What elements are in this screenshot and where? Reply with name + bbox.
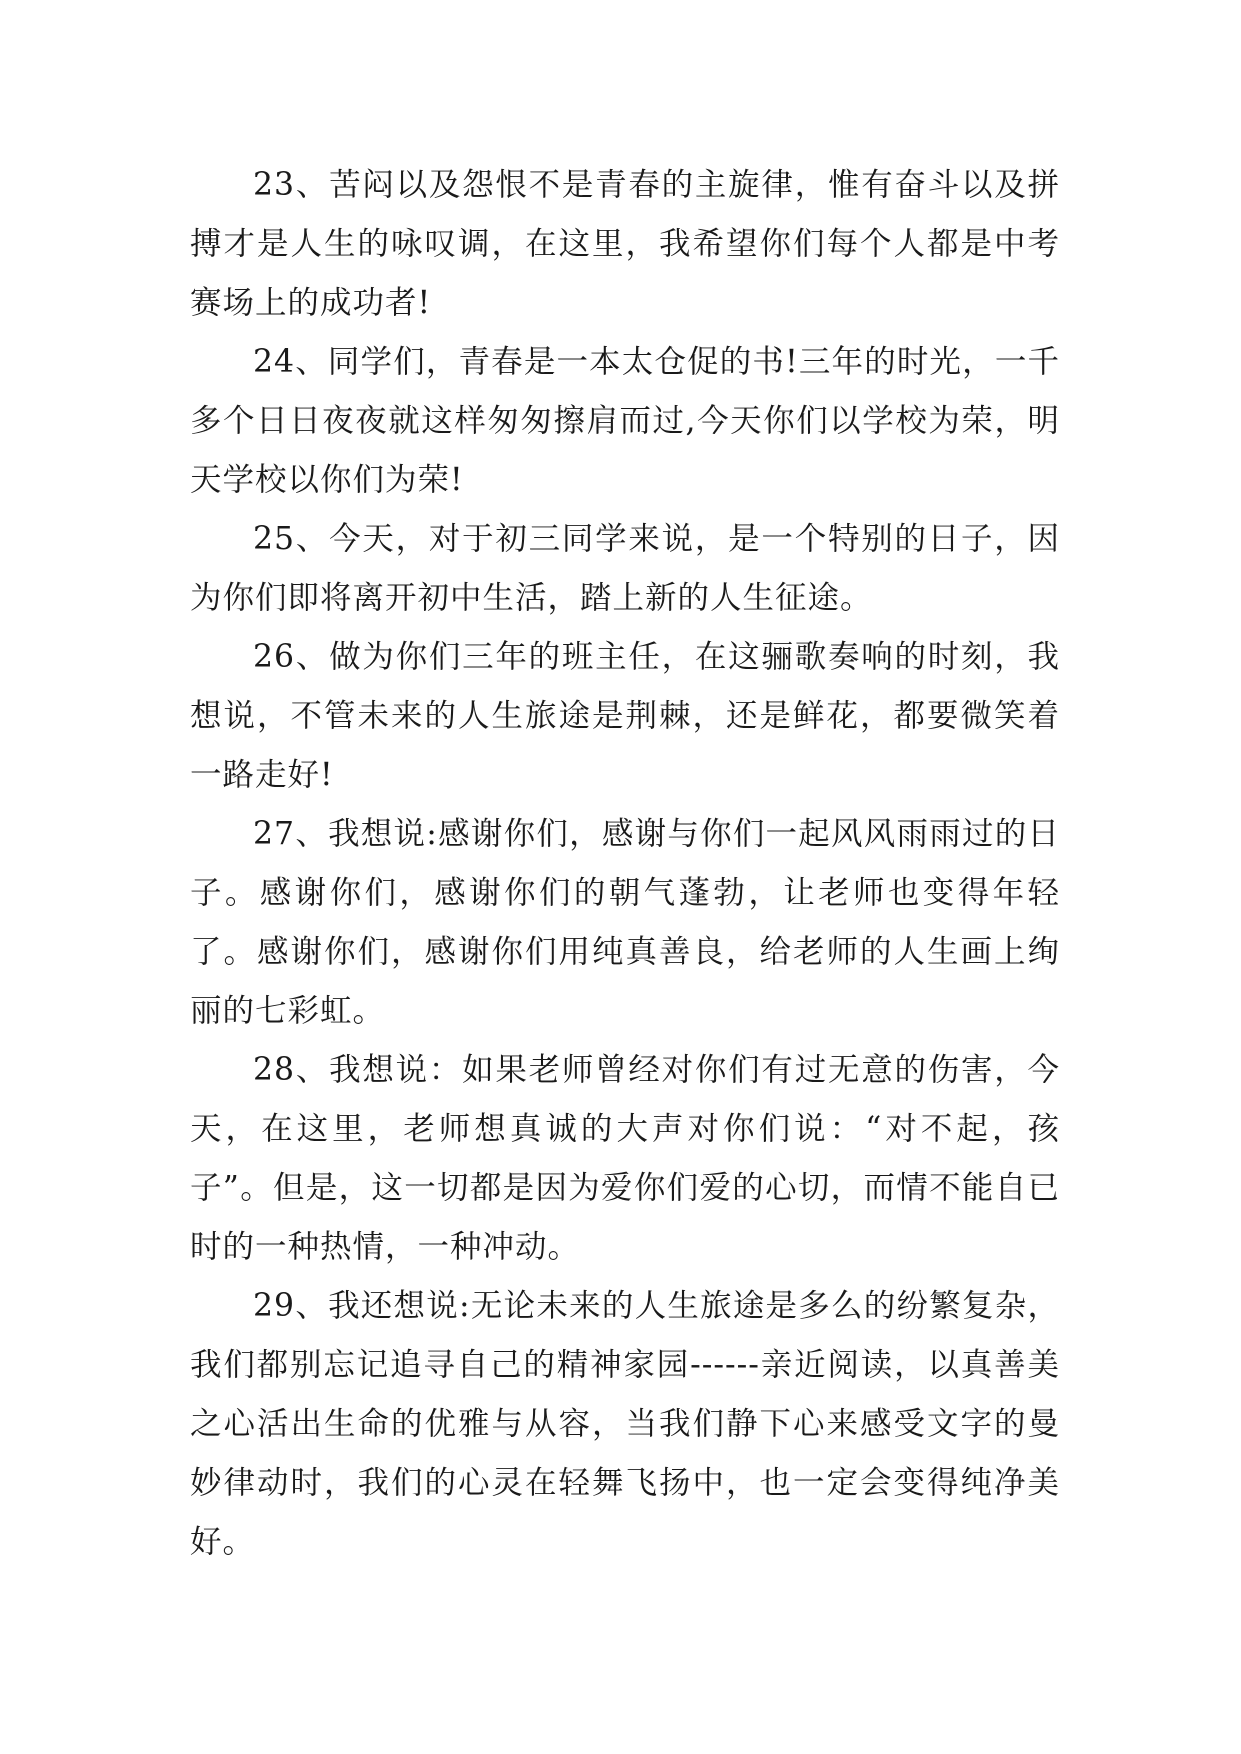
paragraph-28: 28、我想说：如果老师曾经对你们有过无意的伤害，今天，在这里，老师想真诚的大声对你们说：“对不起，孩子”。但是，这一切都是因为爱你们爱的心切，而情不能自已时的一种热情，一种冲动。: [190, 1052, 1060, 1265]
paragraph-29: 29、我还想说:无论未来的人生旅途是多么的纷繁复杂，我们都别忘记追寻自己的精神家园------亲近阅读，以真善美之心活出生命的优雅与从容，当我们静下心来感受文字的曼妙律动时，我们的心灵在轻舞飞扬中，也一定会变得纯净美好。: [190, 1288, 1060, 1560]
paragraph-25: 25、今天，对于初三同学来说，是一个特别的日子，因为你们即将离开初中生活，踏上新的人生征途。: [190, 521, 1060, 616]
paragraph-27: 27、我想说:感谢你们，感谢与你们一起风风雨雨过的日子。感谢你们，感谢你们的朝气蓬勃，让老师也变得年轻了。感谢你们，感谢你们用纯真善良，给老师的人生画上绚丽的七彩虹。: [190, 816, 1060, 1029]
paragraph-24: 24、同学们，青春是一本太仓促的书!三年的时光，一千多个日日夜夜就这样匆匆擦肩而过,今天你们以学校为荣，明天学校以你们为荣!: [190, 344, 1060, 498]
document-body: [190, 156, 1060, 1572]
paragraph-23: 23、苦闷以及怨恨不是青春的主旋律，惟有奋斗以及拼搏才是人生的咏叹调，在这里，我希望你们每个人都是中考赛场上的成功者!: [190, 167, 1060, 321]
paragraph-26: 26、做为你们三年的班主任，在这骊歌奏响的时刻，我想说，不管未来的人生旅途是荆棘，还是鲜花，都要微笑着一路走好!: [190, 639, 1060, 793]
